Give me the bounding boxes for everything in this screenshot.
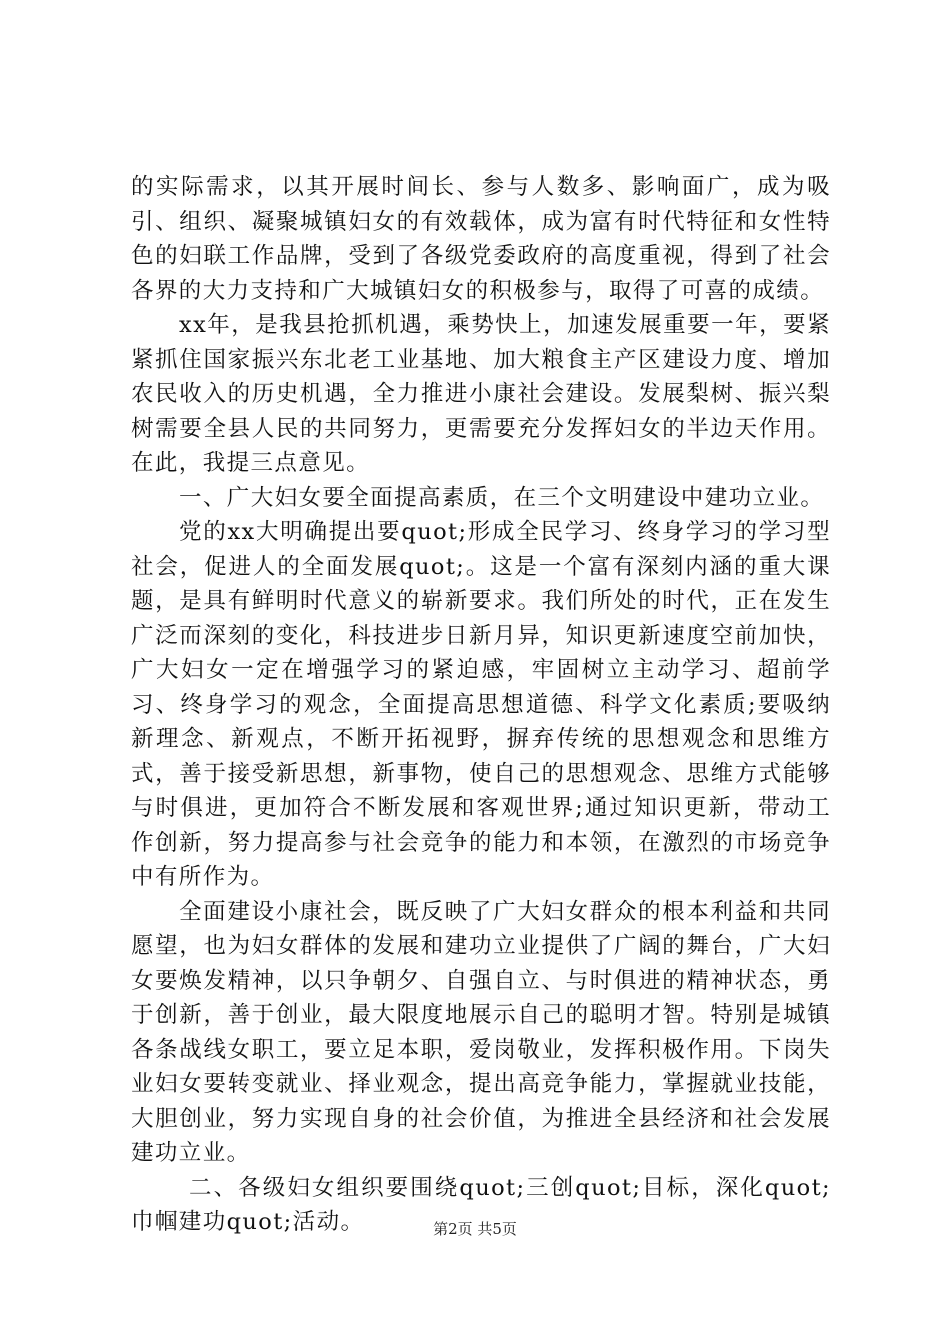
paragraph-continuation: 的实际需求，以其开展时间长、参与人数多、影响面广，成为吸引、组织、凝聚城镇妇女的有效载体，成为富有时代特征和女性特色的妇联工作品牌，受到了各级党委政府的高度重视，得到了社会各界的大力支持和广大城镇妇女的积极参与，取得了可喜的成绩。 — [131, 174, 831, 304]
paragraph: 全面建设小康社会，既反映了广大妇女群众的根本利益和共同愿望，也为妇女群体的发展和建功立业提供了广阔的舞台，广大妇女要焕发精神，以只争朝夕、自强自立、与时俱进的精神状态，勇于创新，善于创业，最大限度地展示自己的聪明才智。特别是城镇各条战线女职工，要立足本职，爱岗敬业，发挥积极作用。下岗失业妇女要转变就业、择业观念，提出高竞争能力，掌握就业技能，大胆创业，努力实现自身的社会价值，为推进全县经济和社会发展建功立业。 — [131, 898, 831, 1166]
document-body — [131, 170, 831, 1240]
section-heading: 二、各级妇女组织要围绕quot;三创quot;目标，深化quot;巾帼建功quot;活动。 — [131, 1174, 831, 1235]
page-number-footer: 第2页 共5页 — [433, 1220, 517, 1238]
paragraph: xx年，是我县抢抓机遇，乘势快上，加速发展重要一年，要紧紧抓住国家振兴东北老工业基地、加大粮食主产区建设力度、增加农民收入的历史机遇，全力推进小康社会建设。发展梨树、振兴梨树需要全县人民的共同努力，更需要充分发挥妇女的半边天作用。在此，我提三点意见。 — [131, 312, 831, 476]
paragraph: 党的xx大明确提出要quot;形成全民学习、终身学习的学习型社会，促进人的全面发展quot;。这是一个富有深刻内涵的重大课题，是具有鲜明时代意义的崭新要求。我们所处的时代，正在发生广泛而深刻的变化，科技进步日新月异，知识更新速度空前加快，广大妇女一定在增强学习的紧迫感，牢固树立主动学习、超前学习、终身学习的观念，全面提高思想道德、科学文化素质;要吸纳新理念、新观点，不断开拓视野，摒弃传统的思想观念和思维方式，善于接受新思想，新事物，使自己的思想观念、思维方式能够与时俱进，更加符合不断发展和客观世界;通过知识更新，带动工作创新，努力提高参与社会竞争的能力和本领，在激烈的市场竞争中有所作为。 — [131, 519, 831, 890]
section-heading: 一、广大妇女要全面提高素质，在三个文明建设中建功立业。 — [179, 484, 825, 511]
